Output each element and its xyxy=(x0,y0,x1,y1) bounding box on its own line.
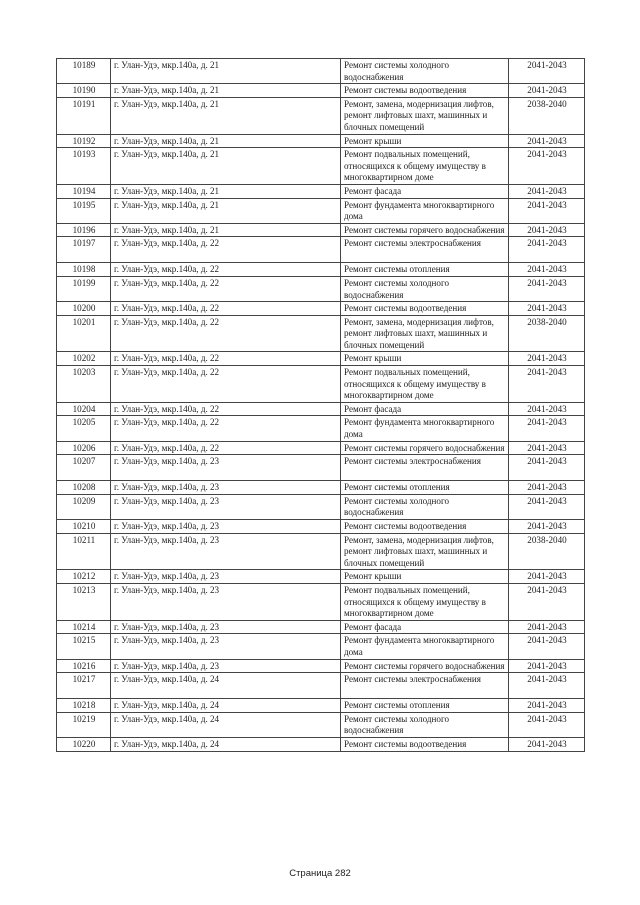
address-cell: г. Улан-Удэ, мкр.140а, д. 23 xyxy=(111,634,341,659)
address-cell: г. Улан-Удэ, мкр.140а, д. 21 xyxy=(111,184,341,198)
years-cell: 2041-2043 xyxy=(509,659,585,673)
address-cell: г. Улан-Удэ, мкр.140а, д. 23 xyxy=(111,455,341,481)
table-row xyxy=(57,97,585,134)
address-cell: г. Улан-Удэ, мкр.140а, д. 21 xyxy=(111,148,341,185)
table-row xyxy=(57,352,585,366)
address-cell: г. Улан-Удэ, мкр.140а, д. 22 xyxy=(111,302,341,316)
work-type-cell: Ремонт системы отопления xyxy=(341,263,509,277)
row-number-cell: 10196 xyxy=(57,223,111,237)
table-row xyxy=(57,184,585,198)
work-type-cell: Ремонт фасада xyxy=(341,620,509,634)
work-type-cell: Ремонт фундамента многоквартирного дома xyxy=(341,198,509,223)
work-type-cell: Ремонт системы горячего водоснабжения xyxy=(341,223,509,237)
address-cell: г. Улан-Удэ, мкр.140а, д. 23 xyxy=(111,570,341,584)
work-type-cell: Ремонт системы холодного водоснабжения xyxy=(341,494,509,519)
table-row xyxy=(57,494,585,519)
years-cell: 2041-2043 xyxy=(509,737,585,751)
work-type-cell: Ремонт фундамента многоквартирного дома xyxy=(341,416,509,441)
address-cell: г. Улан-Удэ, мкр.140а, д. 21 xyxy=(111,134,341,148)
work-type-cell: Ремонт подвальных помещений, относящихся к общему имуществу в многоквартирном доме xyxy=(341,366,509,403)
work-type-cell: Ремонт подвальных помещений, относящихся к общему имуществу в многоквартирном доме xyxy=(341,148,509,185)
years-cell: 2041-2043 xyxy=(509,366,585,403)
address-cell: г. Улан-Удэ, мкр.140а, д. 24 xyxy=(111,673,341,699)
years-cell: 2038-2040 xyxy=(509,315,585,352)
table-row xyxy=(57,366,585,403)
address-cell: г. Улан-Удэ, мкр.140а, д. 23 xyxy=(111,533,341,570)
row-number-cell: 10216 xyxy=(57,659,111,673)
table-row xyxy=(57,455,585,481)
work-type-cell: Ремонт крыши xyxy=(341,570,509,584)
years-cell: 2041-2043 xyxy=(509,352,585,366)
work-type-cell: Ремонт подвальных помещений, относящихся к общему имуществу в многоквартирном доме xyxy=(341,583,509,620)
table-row xyxy=(57,276,585,301)
years-cell: 2038-2040 xyxy=(509,97,585,134)
row-number-cell: 10208 xyxy=(57,481,111,495)
years-cell: 2041-2043 xyxy=(509,237,585,263)
page-number: Страница 282 xyxy=(289,868,351,879)
years-cell: 2041-2043 xyxy=(509,223,585,237)
row-number-cell: 10193 xyxy=(57,148,111,185)
table-row xyxy=(57,583,585,620)
table-row xyxy=(57,570,585,584)
work-type-cell: Ремонт фасада xyxy=(341,184,509,198)
years-cell: 2041-2043 xyxy=(509,148,585,185)
row-number-cell: 10212 xyxy=(57,570,111,584)
repair-schedule-table xyxy=(56,58,585,752)
table-row xyxy=(57,84,585,98)
row-number-cell: 10191 xyxy=(57,97,111,134)
row-number-cell: 10192 xyxy=(57,134,111,148)
row-number-cell: 10220 xyxy=(57,737,111,751)
table-row xyxy=(57,737,585,751)
work-type-cell: Ремонт системы горячего водоснабжения xyxy=(341,659,509,673)
row-number-cell: 10202 xyxy=(57,352,111,366)
row-number-cell: 10194 xyxy=(57,184,111,198)
table-row xyxy=(57,699,585,713)
address-cell: г. Улан-Удэ, мкр.140а, д. 22 xyxy=(111,352,341,366)
address-cell: г. Улан-Удэ, мкр.140а, д. 22 xyxy=(111,402,341,416)
address-cell: г. Улан-Удэ, мкр.140а, д. 22 xyxy=(111,441,341,455)
address-cell: г. Улан-Удэ, мкр.140а, д. 24 xyxy=(111,699,341,713)
years-cell: 2041-2043 xyxy=(509,263,585,277)
address-cell: г. Улан-Удэ, мкр.140а, д. 21 xyxy=(111,223,341,237)
address-cell: г. Улан-Удэ, мкр.140а, д. 22 xyxy=(111,263,341,277)
table-row xyxy=(57,659,585,673)
work-type-cell: Ремонт системы электроснабжения xyxy=(341,455,509,481)
years-cell: 2041-2043 xyxy=(509,84,585,98)
table-row xyxy=(57,223,585,237)
row-number-cell: 10207 xyxy=(57,455,111,481)
work-type-cell: Ремонт системы холодного водоснабжения xyxy=(341,712,509,737)
table-row xyxy=(57,198,585,223)
years-cell: 2041-2043 xyxy=(509,198,585,223)
years-cell: 2041-2043 xyxy=(509,416,585,441)
years-cell: 2041-2043 xyxy=(509,184,585,198)
years-cell: 2041-2043 xyxy=(509,302,585,316)
years-cell: 2041-2043 xyxy=(509,520,585,534)
address-cell: г. Улан-Удэ, мкр.140а, д. 24 xyxy=(111,737,341,751)
table-row xyxy=(57,263,585,277)
years-cell: 2041-2043 xyxy=(509,494,585,519)
years-cell: 2041-2043 xyxy=(509,583,585,620)
table-row xyxy=(57,402,585,416)
address-cell: г. Улан-Удэ, мкр.140а, д. 22 xyxy=(111,366,341,403)
table-row xyxy=(57,620,585,634)
years-cell: 2041-2043 xyxy=(509,481,585,495)
work-type-cell: Ремонт крыши xyxy=(341,352,509,366)
address-cell: г. Улан-Удэ, мкр.140а, д. 21 xyxy=(111,198,341,223)
work-type-cell: Ремонт системы водоотведения xyxy=(341,737,509,751)
address-cell: г. Улан-Удэ, мкр.140а, д. 23 xyxy=(111,659,341,673)
row-number-cell: 10201 xyxy=(57,315,111,352)
row-number-cell: 10205 xyxy=(57,416,111,441)
table-row xyxy=(57,533,585,570)
table-row xyxy=(57,315,585,352)
work-type-cell: Ремонт, замена, модернизация лифтов, ремонт лифтовых шахт, машинных и блочных помещений xyxy=(341,533,509,570)
row-number-cell: 10217 xyxy=(57,673,111,699)
row-number-cell: 10219 xyxy=(57,712,111,737)
address-cell: г. Улан-Удэ, мкр.140а, д. 23 xyxy=(111,583,341,620)
row-number-cell: 10199 xyxy=(57,276,111,301)
table-row xyxy=(57,134,585,148)
table-row xyxy=(57,712,585,737)
work-type-cell: Ремонт, замена, модернизация лифтов, ремонт лифтовых шахт, машинных и блочных помещений xyxy=(341,315,509,352)
work-type-cell: Ремонт системы горячего водоснабжения xyxy=(341,441,509,455)
table-row xyxy=(57,416,585,441)
row-number-cell: 10200 xyxy=(57,302,111,316)
table-body xyxy=(57,59,585,752)
table-row xyxy=(57,148,585,185)
row-number-cell: 10204 xyxy=(57,402,111,416)
years-cell: 2041-2043 xyxy=(509,134,585,148)
years-cell: 2041-2043 xyxy=(509,620,585,634)
address-cell: г. Улан-Удэ, мкр.140а, д. 21 xyxy=(111,84,341,98)
table-row xyxy=(57,302,585,316)
row-number-cell: 10213 xyxy=(57,583,111,620)
address-cell: г. Улан-Удэ, мкр.140а, д. 23 xyxy=(111,494,341,519)
address-cell: г. Улан-Удэ, мкр.140а, д. 22 xyxy=(111,416,341,441)
years-cell: 2041-2043 xyxy=(509,712,585,737)
address-cell: г. Улан-Удэ, мкр.140а, д. 22 xyxy=(111,315,341,352)
row-number-cell: 10210 xyxy=(57,520,111,534)
work-type-cell: Ремонт, замена, модернизация лифтов, ремонт лифтовых шахт, машинных и блочных помещений xyxy=(341,97,509,134)
years-cell: 2038-2040 xyxy=(509,533,585,570)
table-row xyxy=(57,520,585,534)
work-type-cell: Ремонт системы электроснабжения xyxy=(341,237,509,263)
work-type-cell: Ремонт системы водоотведения xyxy=(341,520,509,534)
row-number-cell: 10206 xyxy=(57,441,111,455)
years-cell: 2041-2043 xyxy=(509,673,585,699)
address-cell: г. Улан-Удэ, мкр.140а, д. 22 xyxy=(111,276,341,301)
years-cell: 2041-2043 xyxy=(509,59,585,84)
row-number-cell: 10189 xyxy=(57,59,111,84)
work-type-cell: Ремонт системы холодного водоснабжения xyxy=(341,59,509,84)
row-number-cell: 10211 xyxy=(57,533,111,570)
years-cell: 2041-2043 xyxy=(509,402,585,416)
years-cell: 2041-2043 xyxy=(509,699,585,713)
table-row xyxy=(57,634,585,659)
work-type-cell: Ремонт системы водоотведения xyxy=(341,84,509,98)
row-number-cell: 10215 xyxy=(57,634,111,659)
row-number-cell: 10197 xyxy=(57,237,111,263)
years-cell: 2041-2043 xyxy=(509,455,585,481)
work-type-cell: Ремонт системы отопления xyxy=(341,699,509,713)
row-number-cell: 10218 xyxy=(57,699,111,713)
work-type-cell: Ремонт системы электроснабжения xyxy=(341,673,509,699)
row-number-cell: 10209 xyxy=(57,494,111,519)
work-type-cell: Ремонт фундамента многоквартирного дома xyxy=(341,634,509,659)
row-number-cell: 10203 xyxy=(57,366,111,403)
row-number-cell: 10190 xyxy=(57,84,111,98)
address-cell: г. Улан-Удэ, мкр.140а, д. 23 xyxy=(111,620,341,634)
years-cell: 2041-2043 xyxy=(509,634,585,659)
years-cell: 2041-2043 xyxy=(509,570,585,584)
row-number-cell: 10195 xyxy=(57,198,111,223)
work-type-cell: Ремонт системы водоотведения xyxy=(341,302,509,316)
address-cell: г. Улан-Удэ, мкр.140а, д. 24 xyxy=(111,712,341,737)
years-cell: 2041-2043 xyxy=(509,276,585,301)
work-type-cell: Ремонт системы холодного водоснабжения xyxy=(341,276,509,301)
work-type-cell: Ремонт крыши xyxy=(341,134,509,148)
table-row xyxy=(57,59,585,84)
row-number-cell: 10198 xyxy=(57,263,111,277)
address-cell: г. Улан-Удэ, мкр.140а, д. 21 xyxy=(111,97,341,134)
years-cell: 2041-2043 xyxy=(509,441,585,455)
table-row xyxy=(57,673,585,699)
table-row xyxy=(57,237,585,263)
address-cell: г. Улан-Удэ, мкр.140а, д. 22 xyxy=(111,237,341,263)
work-type-cell: Ремонт системы отопления xyxy=(341,481,509,495)
address-cell: г. Улан-Удэ, мкр.140а, д. 23 xyxy=(111,481,341,495)
table-row xyxy=(57,481,585,495)
address-cell: г. Улан-Удэ, мкр.140а, д. 21 xyxy=(111,59,341,84)
row-number-cell: 10214 xyxy=(57,620,111,634)
table-row xyxy=(57,441,585,455)
address-cell: г. Улан-Удэ, мкр.140а, д. 23 xyxy=(111,520,341,534)
work-type-cell: Ремонт фасада xyxy=(341,402,509,416)
